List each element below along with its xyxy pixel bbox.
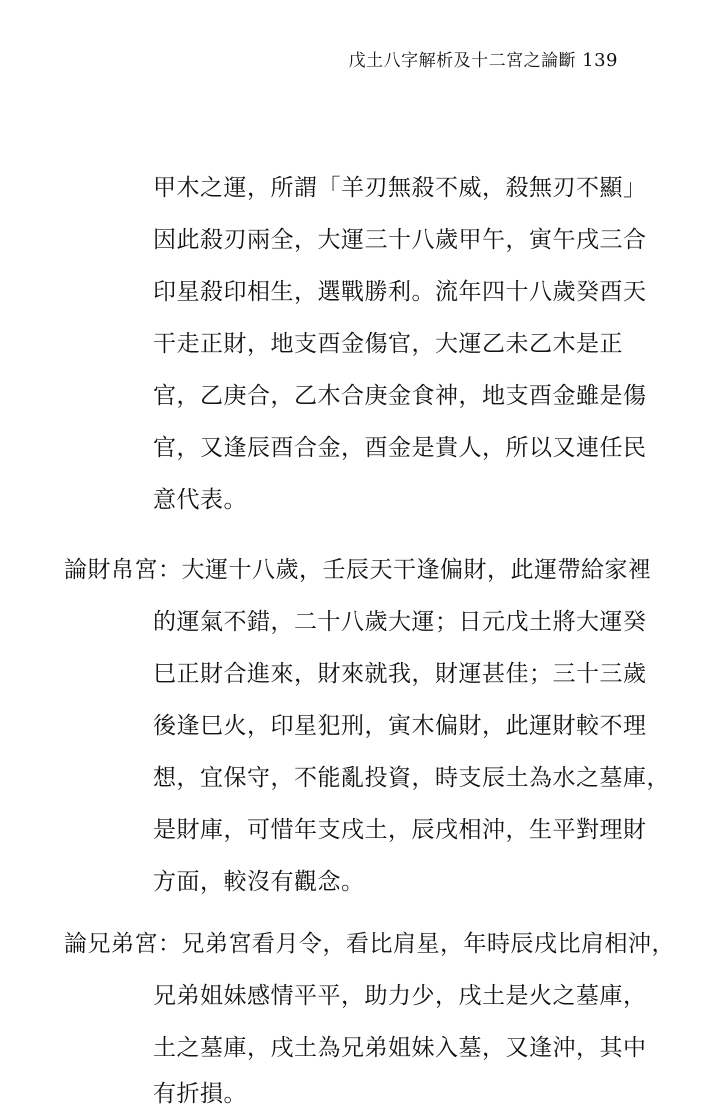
paragraph1-line: 甲木之運，所謂「羊刃無殺不威，殺無刃不顯」 [153,175,647,201]
paragraph2-line: 是財庫，可惜年支戌土，辰戌相沖，生平對理財 [153,817,647,843]
paragraph2-head-line: 論財帛宮：大運十八歲，壬辰天干逢偏財，此運帶給家裡 [64,557,652,583]
paragraph1-line: 印星殺印相生，選戰勝利。流年四十八歲癸酉天 [153,279,647,305]
paragraph1-line: 因此殺刃兩全，大運三十八歲甲午，寅午戌三合 [153,227,647,253]
paragraph3-line: 土之墓庫，戌土為兄弟姐妹入墓，又逢沖，其中 [153,1035,647,1061]
paragraph1-line: 官，乙庚合，乙木合庚金食神，地支酉金雖是傷 [153,383,647,409]
paragraph2-line: 後逢巳火，印星犯刑，寅木偏財，此運財較不理 [153,713,647,739]
paragraph3-head-line: 論兄弟宮：兄弟宮看月令，看比肩星，年時辰戌比肩相沖， [64,931,675,957]
paragraph2-line: 想，宜保守，不能亂投資，時支辰土為水之墓庫， [153,765,670,791]
page-number: 139 [582,50,618,71]
paragraph2-line: 巳正財合進來，財來就我，財運甚佳；三十三歲 [153,661,647,687]
paragraph3-line: 有折損。 [153,1081,247,1107]
paragraph2-line: 方面，較沒有觀念。 [153,869,365,895]
chapter-title: 戊土八字解析及十二宮之論斷 [348,51,577,71]
paragraph3-line: 兄弟姐妹感情平平，助力少，戌土是火之墓庫， [153,983,647,1009]
paragraph1-line: 官，又逢辰酉合金，酉金是貴人，所以又連任民 [153,435,647,461]
paragraph1-line: 干走正財，地支酉金傷官，大運乙未乙木是正 [153,331,623,357]
paragraph1-line: 意代表。 [153,487,247,513]
paragraph2-line: 的運氣不錯，二十八歲大運；日元戊土將大運癸 [153,609,647,635]
